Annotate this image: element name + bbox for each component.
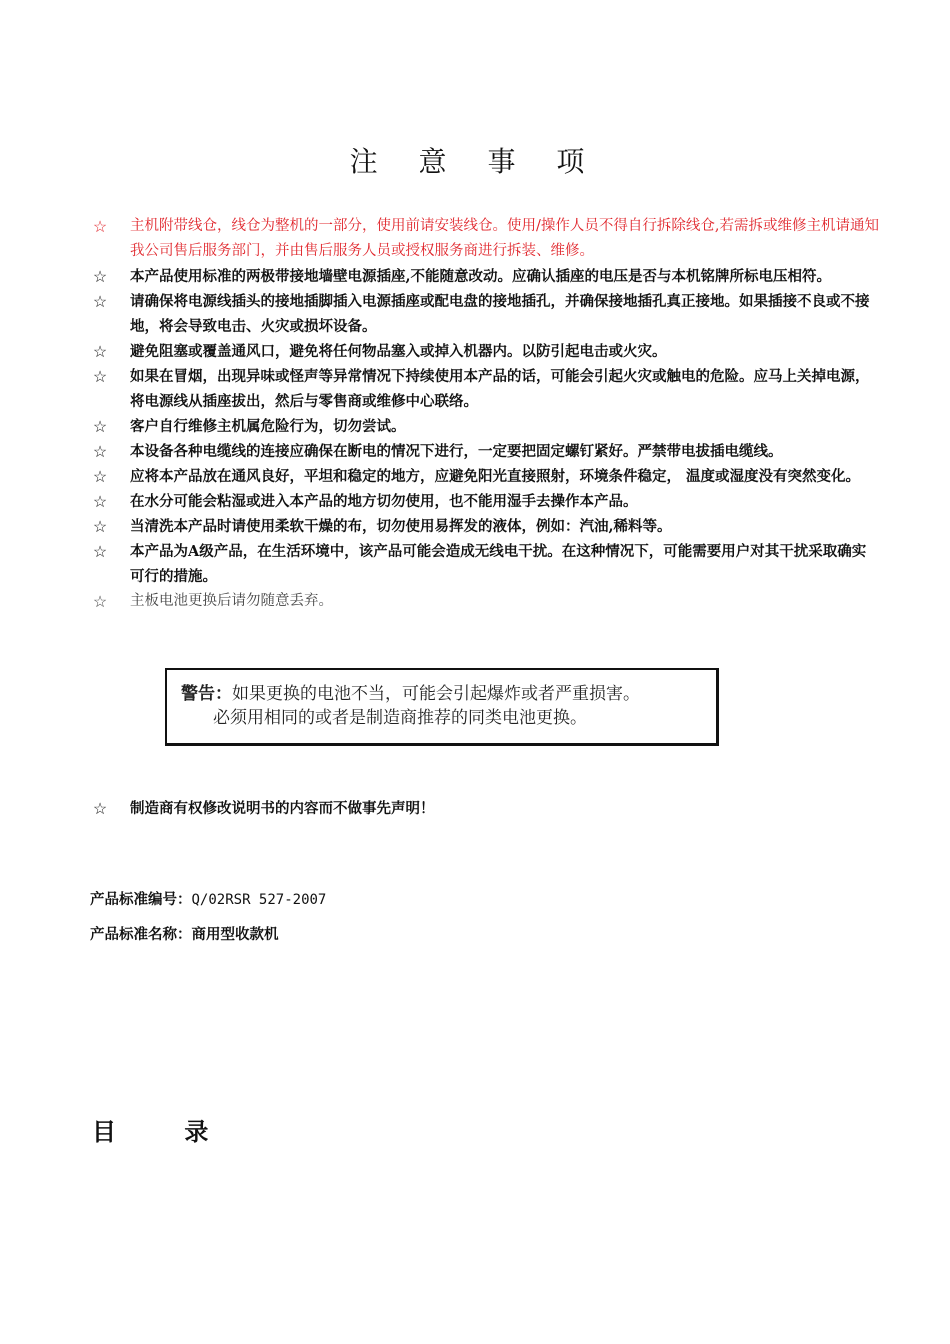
notice-item-placement [90, 464, 880, 489]
star-icon: ☆ [92, 417, 108, 436]
notice-list [90, 214, 880, 614]
notice-text: 本产品为A级产品，在生活环境中，该产品可能会造成无线电干扰。在这种情况下，可能需要用户对其干扰采取确实可行的措施。 [130, 543, 867, 585]
notice-text: 请确保将电源线插头的接地插脚插入电源插座或配电盘的接地插孔，并确保接地插孔真正接地。如果插接不良或不接地，将会导致电击、火灾或损坏设备。 [130, 293, 870, 335]
toc-heading: 目 录 [92, 1117, 239, 1146]
notice-item-revision-rights [90, 796, 880, 821]
notice-item-smoke [90, 364, 880, 414]
warning-line-2: 必须用相同的或者是制造商推荐的同类电池更换。 [213, 708, 587, 728]
notice-text: 应将本产品放在通风良好，平坦和稳定的地方，应避免阳光直接照射，环境条件稳定， 温度或湿度没有突然变化。 [130, 468, 861, 485]
notice-item-battery-disposal [90, 589, 880, 614]
notice-text: 本产品使用标准的两极带接地墙壁电源插座,不能随意改动。应确认插座的电压是否与本机铭牌所标电压相符。 [130, 268, 832, 285]
notice-text: 本设备各种电缆线的连接应确保在断电的情况下进行，一定要把固定螺钉紧好。严禁带电拔插电缆线。 [130, 443, 783, 460]
standard-code-value: Q/02RSR 527-2007 [191, 892, 327, 908]
star-icon: ☆ [92, 492, 108, 511]
notice-text: 如果在冒烟，出现异味或怪声等异常情况下持续使用本产品的话，可能会引起火灾或触电的危险。应马上关掉电源，将电源线从插座拔出，然后与零售商或维修中心联络。 [130, 368, 870, 410]
notice-text: 当清洗本产品时请使用柔软干燥的布，切勿使用易挥发的液体，例如：汽油,稀料等。 [130, 518, 672, 535]
product-standard-name [90, 923, 279, 944]
notice-item-grounding [90, 289, 880, 339]
star-icon: ☆ [92, 367, 108, 386]
notice-item-cleaning [90, 514, 880, 539]
final-notice-block [90, 796, 880, 821]
notice-item-power-socket [90, 264, 880, 289]
notice-item-ventilation [90, 339, 880, 364]
star-icon: ☆ [92, 267, 108, 286]
star-icon: ☆ [92, 799, 108, 818]
star-icon: ☆ [92, 542, 108, 561]
notice-item-moisture [90, 489, 880, 514]
star-icon: ☆ [92, 442, 108, 461]
notice-text: 主板电池更换后请勿随意丢弃。 [130, 593, 333, 609]
standard-code-label: 产品标准编号： [90, 891, 192, 908]
star-icon: ☆ [92, 592, 108, 611]
notice-item-class-a [90, 539, 880, 589]
star-icon: ☆ [92, 292, 108, 311]
warning-line-1: 如果更换的电池不当，可能会引起爆炸或者严重损害。 [232, 684, 640, 704]
battery-warning-box [165, 668, 719, 746]
notice-item-self-repair [90, 414, 880, 439]
standard-name-label: 产品标准名称： [90, 926, 192, 943]
notice-text: 主机附带线仓，线仓为整机的一部分，使用前请安装线仓。使用/操作人员不得自行拆除线仓,若需拆或维修主机请通知我公司售后服务部门，并由售后服务人员或授权服务商进行拆装、维修。 [130, 218, 879, 259]
notice-text: 在水分可能会粘湿或进入本产品的地方切勿使用，也不能用湿手去操作本产品。 [130, 493, 638, 510]
warning-label: 警告： [181, 684, 232, 704]
notice-text: 客户自行维修主机属危险行为，切勿尝试。 [130, 418, 406, 435]
star-icon: ☆ [92, 342, 108, 361]
star-icon: ☆ [92, 467, 108, 486]
star-icon: ☆ [92, 517, 108, 536]
page-title: 注 意 事 项 [349, 145, 601, 178]
notice-text: 避免阻塞或覆盖通风口，避免将任何物品塞入或掉入机器内。以防引起电击或火灾。 [130, 343, 667, 360]
notice-item-cable-compartment [90, 214, 880, 264]
notice-item-cable-connection [90, 439, 880, 464]
notice-text: 制造商有权修改说明书的内容而不做事先声明！ [130, 800, 435, 817]
product-standard-code [90, 888, 326, 909]
standard-name-value: 商用型收款机 [191, 926, 279, 943]
star-icon: ☆ [92, 217, 108, 236]
